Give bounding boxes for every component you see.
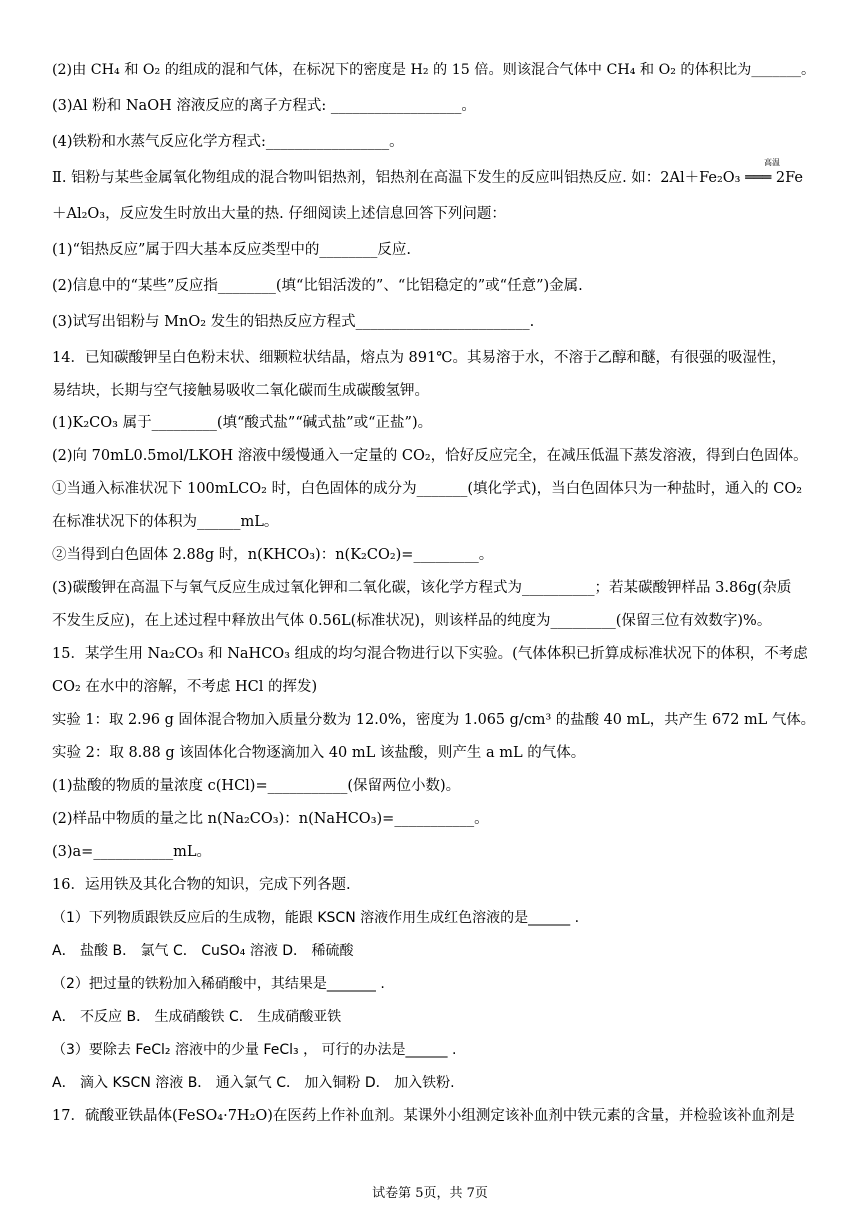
text-line [52,158,803,188]
text-line: 不发生反应)，在上述过程中释放出气体 0.56L(标准状况)，则该样品的纯度为_________(保留三位有效数字)%。 [52,613,772,629]
text-line: (2)样品中物质的量之比 n(Na₂CO₃)：n(NaHCO₃)=___________。 [52,811,489,827]
text-line: (3)试写出铝粉与 MnO₂ 发生的铝热反应方程式________________________. [52,314,535,330]
text-line-main: Ⅱ. 铝粉与某些金属氧化物组成的混合物叫铝热剂，铝热剂在高温下发生的反应叫铝热反应. 如：2Al＋Fe₂O₃ ═══ 2Fe [52,170,803,186]
text-line: (2)由 CH₄ 和 O₂ 的组成的混和气体，在标况下的密度是 H₂ 的 15 倍。则该混合气体中 CH₄ 和 O₂ 的体积比为_______。 [52,62,816,78]
text-line: (1)K₂CO₃ 属于_________(填“酸式盐”“碱式盐”或“正盐”)。 [52,415,433,431]
options-line: A． 不反应 B． 生成硝酸铁 C． 生成硝酸亚铁 [52,1009,342,1025]
text-line: (3)Al 粉和 NaOH 溶液反应的离子方程式: __________________。 [52,98,476,114]
text-line: (1)“铝热反应”属于四大基本反应类型中的________反应. [52,242,411,258]
text-line: ②当得到白色固体 2.88g 时，n(KHCO₃)：n(K₂CO₂)=_________。 [52,547,494,563]
text-line: （2）把过量的铁粉加入稀硝酸中，其结果是_______ . [52,976,385,992]
page-footer: 试卷第 5页，共 7页 [372,1186,488,1201]
options-line: A． 盐酸 B． 氯气 C． CuSO₄ 溶液 D． 稀硫酸 [52,943,354,959]
question-14: 14．已知碳酸钾呈白色粉末状、细颗粒状结晶，熔点为 891℃。其易溶于水，不溶于乙醇和醚，有很强的吸湿性， [52,350,786,366]
options-line: A． 滴入 KSCN 溶液 B． 通入氯气 C． 加入铜粉 D． 加入铁粉. [52,1075,455,1091]
text-line: （1）下列物质跟铁反应后的生成物，能跟 KSCN 溶液作用生成红色溶液的是______ . [52,910,580,926]
text-line: CO₂ 在水中的溶解，不考虑 HCl 的挥发) [52,679,318,695]
text-line: 实验 1：取 2.96 g 固体混合物加入质量分数为 12.0%，密度为 1.065 g/cm³ 的盐酸 40 mL，共产生 672 mL 气体。 [52,712,816,728]
text-line: 实验 2：取 8.88 g 该固体化合物逐滴加入 40 mL 该盐酸，则产生 a mL 的气体。 [52,745,586,761]
text-line: 易结块，长期与空气接触易吸收二氧化碳而生成碳酸氢钾。 [52,383,429,399]
question-16: 16．运用铁及其化合物的知识，完成下列各题. [52,877,351,893]
text-line: (1)盐酸的物质的量浓度 c(HCl)=___________(保留两位小数)。 [52,778,461,794]
reaction-condition: 高温 [764,158,780,167]
question-17: 17．硫酸亚铁晶体(FeSO₄·7H₂O)在医药上作补血剂。某课外小组测定该补血剂中铁元素的含量，并检验该补血剂是 [52,1108,795,1124]
text-line: ＋Al₂O₃，反应发生时放出大量的热. 仔细阅读上述信息回答下列问题： [52,206,506,222]
text-line: (2)信息中的“某些”反应指________(填“比铝活泼的”、“比铝稳定的”或“任意”)金属. [52,278,583,294]
text-line: (3)a=___________mL。 [52,844,211,860]
text-line: (2)向 70mL0.5mol/LKOH 溶液中缓慢通入一定量的 CO₂，恰好反应完全，在减压低温下蒸发溶液，得到白色固体。 [52,448,808,464]
text-line: (4)铁粉和水蒸气反应化学方程式:_________________。 [52,134,404,150]
text-line: ①当通入标准状况下 100mLCO₂ 时，白色固体的成分为_______(填化学式)，当白色固体只为一种盐时，通入的 CO₂ [52,481,803,497]
text-line: (3)碳酸钾在高温下与氧气反应生成过氧化钾和二氧化碳，该化学方程式为__________；若某碳酸钾样品 3.86g(杂质 [52,580,792,596]
text-line: （3）要除去 FeCl₂ 溶液中的少量 FeCl₃ ， 可行的办法是______ . [52,1042,457,1058]
text-line: 在标准状况下的体积为______mL。 [52,514,279,530]
question-15: 15．某学生用 Na₂CO₃ 和 NaHCO₃ 组成的均匀混合物进行以下实验。(气体体积已折算成标准状况下的体积，不考虑 [52,646,808,662]
